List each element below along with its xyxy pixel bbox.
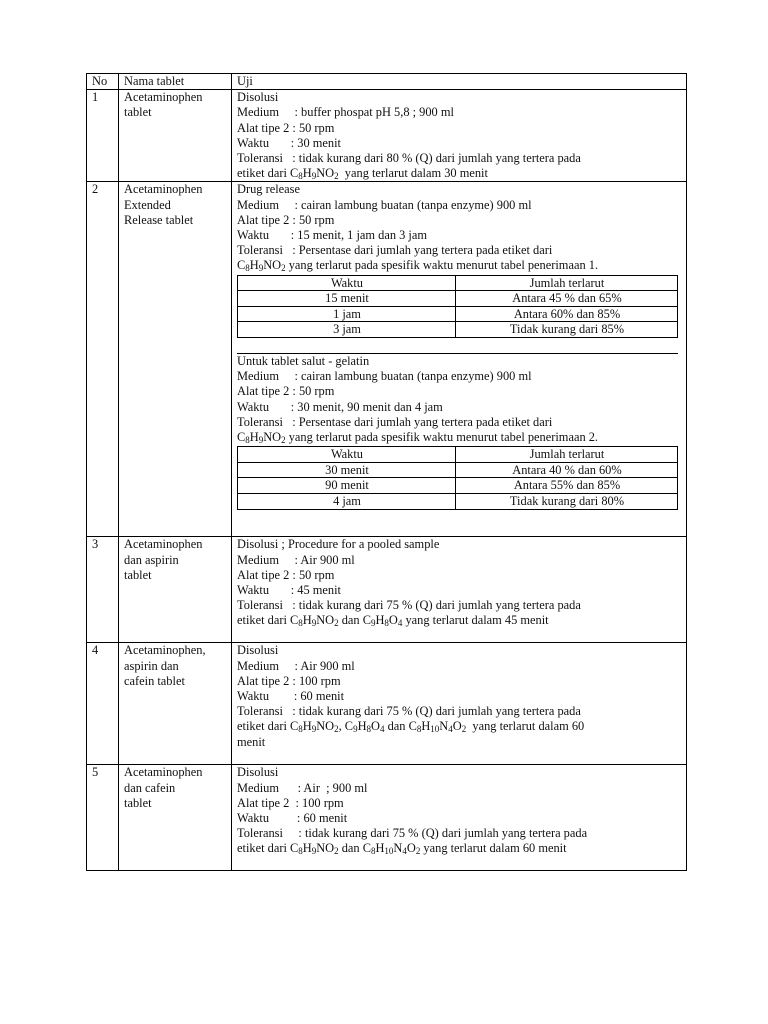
tablet-name-line: Extended bbox=[124, 197, 171, 212]
test-line: Alat tipe 2 : 100 rpm bbox=[237, 795, 344, 810]
waktu-cell: 15 menit bbox=[238, 291, 456, 307]
tablet-name bbox=[119, 537, 232, 643]
tablet-name-line: Release tablet bbox=[124, 212, 194, 227]
test-line: Toleransi : Persentase dari jumlah yang tertera pada etiket dari bbox=[237, 243, 553, 258]
subtable-row bbox=[238, 322, 678, 338]
jumlah-terlarut-cell: Jumlah terlarut bbox=[456, 275, 678, 291]
table-body bbox=[87, 90, 687, 871]
test-line: menit bbox=[237, 734, 266, 749]
test-line: Toleransi : tidak kurang dari 75 % (Q) dari jumlah yang tertera pada bbox=[237, 704, 581, 719]
waktu-cell: Waktu bbox=[238, 275, 456, 291]
jumlah-terlarut-cell: Tidak kurang dari 80% bbox=[456, 494, 678, 510]
test-line: Alat tipe 2 : 50 rpm bbox=[237, 120, 335, 135]
jumlah-terlarut-cell: Antara 60% dan 85% bbox=[456, 306, 678, 322]
test-description bbox=[232, 643, 687, 765]
tablet-name bbox=[119, 182, 232, 537]
test-line: Toleransi : tidak kurang dari 75 % (Q) dari jumlah yang tertera pada bbox=[237, 826, 588, 841]
header-row bbox=[87, 74, 687, 90]
jumlah-terlarut-cell: Antara 55% dan 85% bbox=[456, 478, 678, 494]
row-number: 3 bbox=[87, 537, 119, 643]
test-line: Disolusi bbox=[237, 643, 279, 658]
test-description bbox=[232, 90, 687, 182]
tablet-name-line: dan cafein bbox=[124, 780, 176, 795]
test-line: Waktu : 15 menit, 1 jam dan 3 jam bbox=[237, 228, 427, 243]
test-line: Waktu : 30 menit, 90 menit dan 4 jam bbox=[237, 399, 443, 414]
test-line: Medium : Air 900 ml bbox=[237, 552, 355, 567]
header-nama: Nama tablet bbox=[119, 74, 232, 90]
tablet-name-line: tablet bbox=[124, 795, 152, 810]
jumlah-terlarut-cell: Antara 45 % dan 65% bbox=[456, 291, 678, 307]
row-number: 2 bbox=[87, 182, 119, 537]
tablet-name-line: Acetaminophen bbox=[124, 537, 203, 552]
tablet-name-line: cafein tablet bbox=[124, 673, 185, 688]
tablet-name bbox=[119, 643, 232, 765]
test-line: Drug release bbox=[237, 182, 300, 197]
test-line: Medium : cairan lambung buatan (tanpa enzyme) 900 ml bbox=[237, 197, 532, 212]
waktu-cell: 30 menit bbox=[238, 462, 456, 478]
row-number: 4 bbox=[87, 643, 119, 765]
test-line: Disolusi bbox=[237, 90, 279, 105]
tablet-name-line: Acetaminophen bbox=[124, 765, 203, 780]
test-line: Waktu : 30 menit bbox=[237, 135, 341, 150]
test-line: etiket dari $C_8H_9NO_2$ dan $C_9H_8O_4$ yang terlarut dalam 45 menit bbox=[237, 613, 549, 629]
table-row bbox=[87, 90, 687, 182]
dissolution-table bbox=[86, 73, 687, 871]
tablet-name-line: Acetaminophen bbox=[124, 90, 203, 105]
subtable-row bbox=[238, 462, 678, 478]
tablet-name bbox=[119, 765, 232, 871]
test-line: Alat tipe 2 : 50 rpm bbox=[237, 212, 335, 227]
test-line: Toleransi : tidak kurang dari 75 % (Q) dari jumlah yang tertera pada bbox=[237, 598, 581, 613]
subtable-header-row bbox=[238, 275, 678, 291]
header-no: No bbox=[87, 74, 119, 90]
test-line: Toleransi : Persentase dari jumlah yang tertera pada etiket dari bbox=[237, 414, 553, 429]
tablet-name bbox=[119, 90, 232, 182]
jumlah-terlarut-cell: Jumlah terlarut bbox=[456, 447, 678, 463]
test-line: Waktu : 45 menit bbox=[237, 583, 341, 598]
test-line: Medium : Air 900 ml bbox=[237, 658, 355, 673]
table-row bbox=[87, 765, 687, 871]
test-line: etiket dari $C_8H_9NO_2$, $C_9H_8O_4$ dan $C_8H_{10}N_4O_2$ yang terlarut dalam 60 bbox=[237, 719, 585, 735]
test-line: Medium : buffer phospat pH 5,8 ; 900 ml bbox=[237, 105, 454, 120]
test-line: $C_8H_9NO_2$ yang terlarut pada spesifik waktu menurut tabel penerimaan 1. bbox=[237, 258, 599, 274]
test-line: Medium : Air ; 900 ml bbox=[237, 780, 368, 795]
test-line: Alat tipe 2 : 50 rpm bbox=[237, 567, 335, 582]
waktu-cell: 90 menit bbox=[238, 478, 456, 494]
test-line: Medium : cairan lambung buatan (tanpa enzyme) 900 ml bbox=[237, 369, 532, 384]
document-page bbox=[86, 73, 686, 871]
tablet-name-line: Acetaminophen, bbox=[124, 643, 206, 658]
tablet-name-line: Acetaminophen bbox=[124, 182, 203, 197]
test-description bbox=[232, 182, 687, 537]
tablet-name-line: aspirin dan bbox=[124, 658, 179, 673]
test-line: Waktu : 60 menit bbox=[237, 811, 348, 826]
subtable-row bbox=[238, 494, 678, 510]
test-line: Disolusi ; Procedure for a pooled sample bbox=[237, 537, 440, 552]
test-description bbox=[232, 537, 687, 643]
test-line: $C_8H_9NO_2$ yang terlarut pada spesifik waktu menurut tabel penerimaan 2. bbox=[237, 430, 599, 446]
waktu-cell: Waktu bbox=[238, 447, 456, 463]
table-row bbox=[87, 537, 687, 643]
test-description bbox=[232, 765, 687, 871]
test-line: etiket dari $C_8H_9NO_2$ yang terlarut dalam 30 menit bbox=[237, 166, 488, 182]
header-uji: Uji bbox=[232, 74, 687, 90]
waktu-cell: 1 jam bbox=[238, 306, 456, 322]
jumlah-terlarut-cell: Tidak kurang dari 85% bbox=[456, 322, 678, 338]
subtable-header-row bbox=[238, 447, 678, 463]
test-line: Disolusi bbox=[237, 765, 279, 780]
test-line: Untuk tablet salut - gelatin bbox=[237, 354, 370, 369]
waktu-cell: 4 jam bbox=[238, 494, 456, 510]
acceptance-table-2 bbox=[237, 446, 678, 509]
tablet-name-line: dan aspirin bbox=[124, 552, 179, 567]
test-line: Waktu : 60 menit bbox=[237, 689, 345, 704]
table-row bbox=[87, 182, 687, 537]
tablet-name-line: tablet bbox=[124, 567, 152, 582]
subtable-row bbox=[238, 291, 678, 307]
test-line: etiket dari $C_8H_9NO_2$ dan $C_8H_{10}N_4O_2$ yang terlarut dalam 60 menit bbox=[237, 841, 567, 857]
jumlah-terlarut-cell: Antara 40 % dan 60% bbox=[456, 462, 678, 478]
test-line: Alat tipe 2 : 50 rpm bbox=[237, 384, 335, 399]
row-number: 5 bbox=[87, 765, 119, 871]
subtable-row bbox=[238, 478, 678, 494]
test-line: Alat tipe 2 : 100 rpm bbox=[237, 673, 341, 688]
waktu-cell: 3 jam bbox=[238, 322, 456, 338]
acceptance-table-1 bbox=[237, 275, 678, 338]
test-line: Toleransi : tidak kurang dari 80 % (Q) dari jumlah yang tertera pada bbox=[237, 151, 581, 166]
table-row bbox=[87, 643, 687, 765]
row-number: 1 bbox=[87, 90, 119, 182]
subtable-row bbox=[238, 306, 678, 322]
tablet-name-line: tablet bbox=[124, 105, 152, 120]
